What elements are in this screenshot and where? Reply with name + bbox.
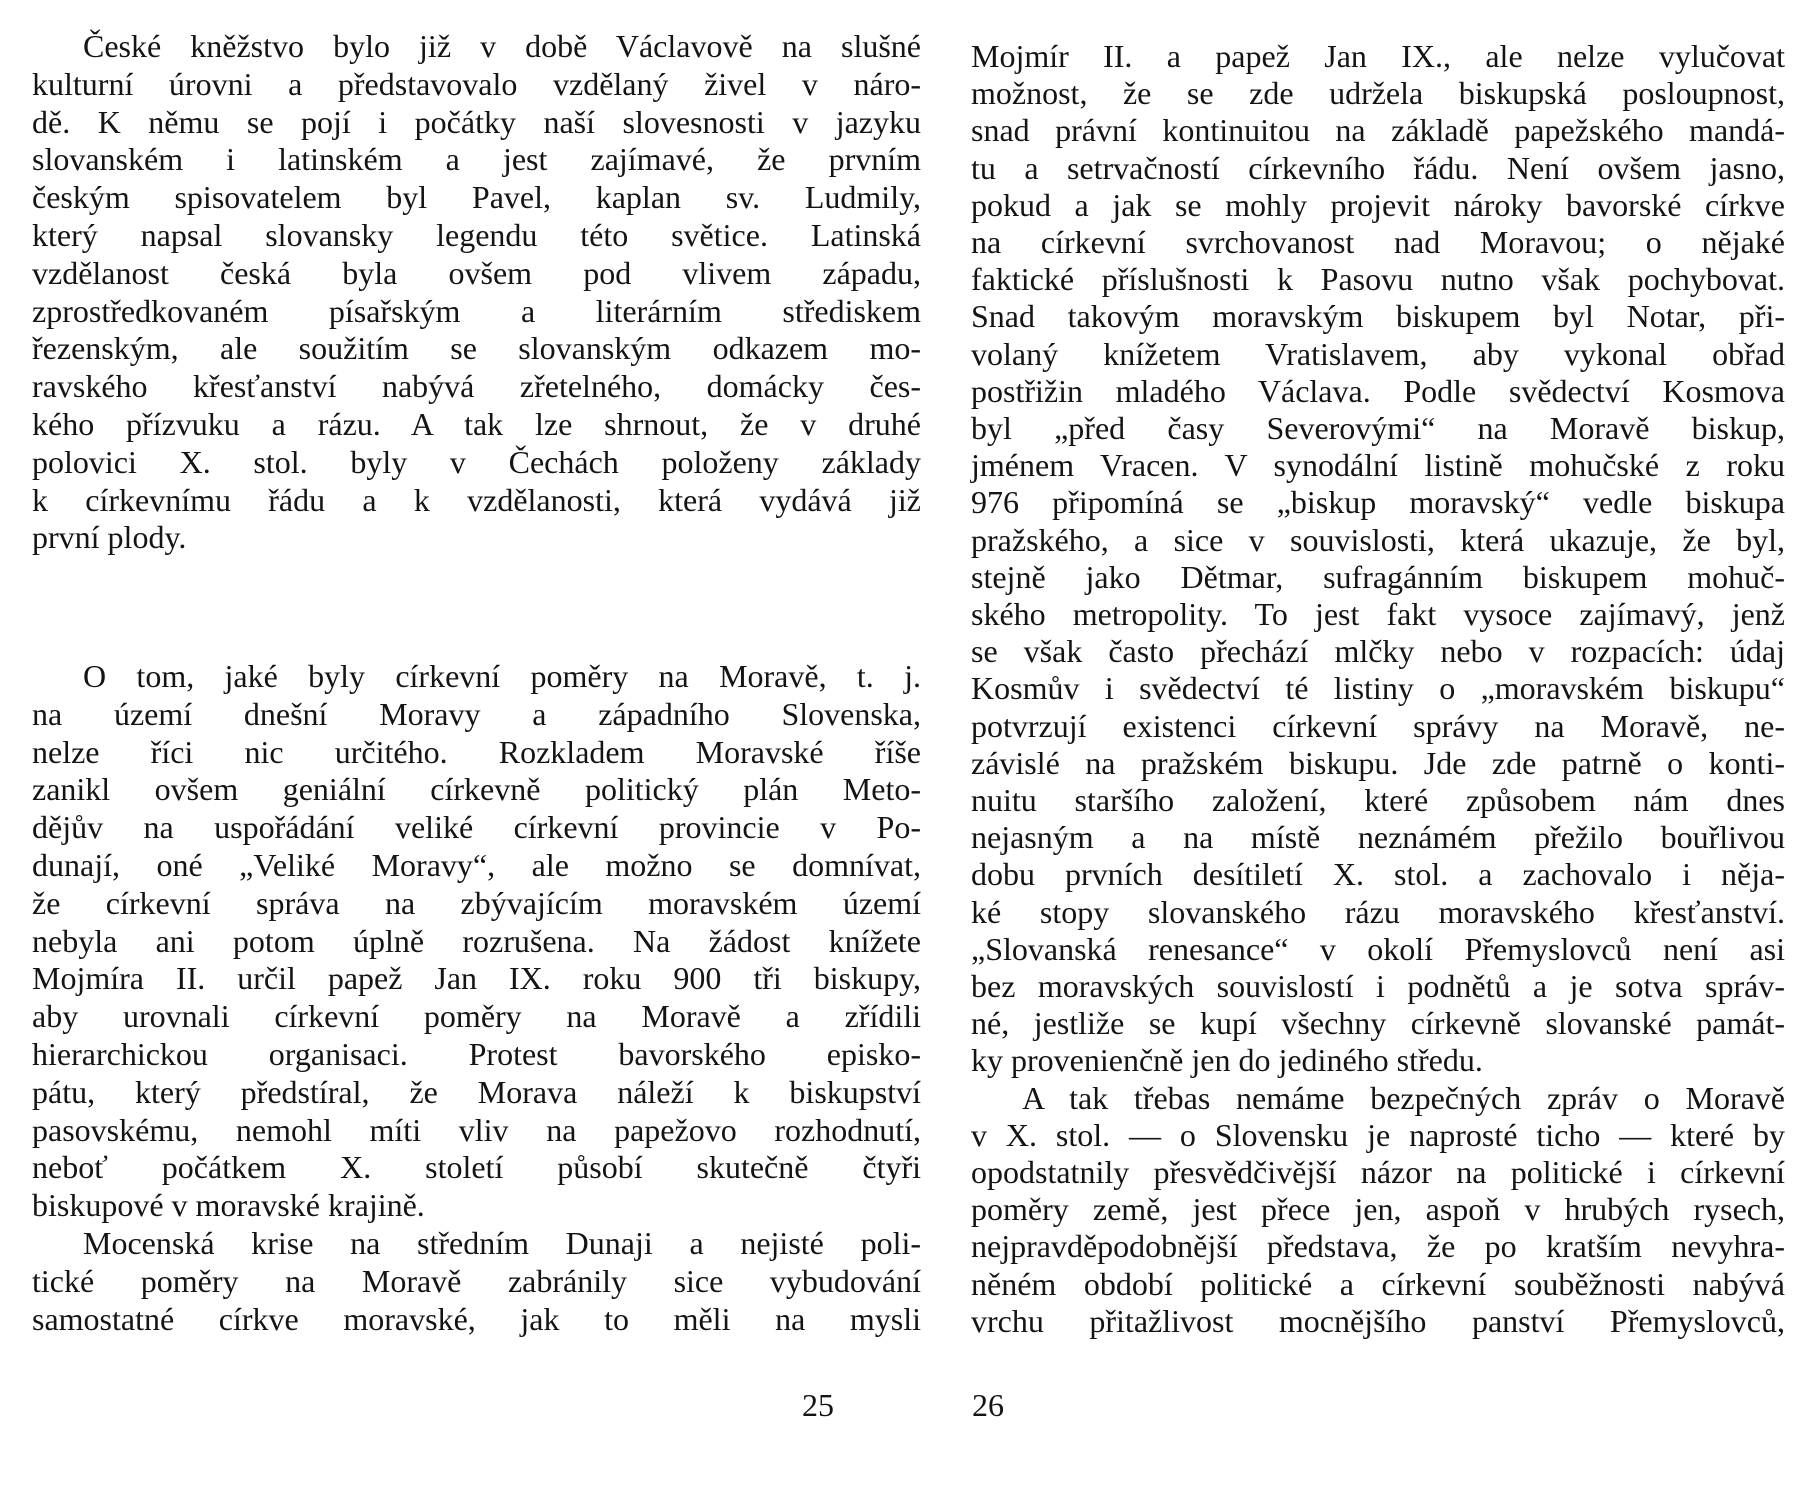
text-line: se však často přechází mlčky nebo v rozpacích: údaj: [971, 633, 1785, 670]
text-line: samostatné církve moravské, jak to měli na mysli: [32, 1300, 921, 1337]
page-number-25: 25: [802, 1387, 834, 1423]
text-line: ky provenienčně jen do jediného středu.: [971, 1042, 1483, 1079]
text-line: aby urovnali církevní poměry na Moravě a zřídili: [32, 998, 921, 1035]
text-line: kulturní úrovni a představovalo vzdělaný živel v náro-: [32, 65, 921, 102]
text-line: možnost, že se zde udržela biskupská posloupnost,: [971, 75, 1785, 112]
text-line: nuitu staršího založení, které způsobem nám dnes: [971, 782, 1785, 818]
text-line: Mojmír II. a papež Jan IX., ale nelze vylučovat: [971, 38, 1785, 74]
text-line: slovanském i latinském a jest zajímavé, že prvním: [32, 141, 921, 178]
text-line: vzdělanost česká byla ovšem pod vlivem západu,: [32, 254, 921, 291]
text-line: dě. K němu se pojí i počátky naší slovesnosti v jazyku: [32, 103, 921, 140]
text-line: ké stopy slovanského rázu moravského křesťanství.: [971, 893, 1785, 930]
text-line: dějův na uspořádání veliké církevní provincie v Po-: [32, 809, 921, 846]
page-25: [32, 0, 921, 1500]
text-line: na církevní svrchovanost nad Moravou; o nějaké: [971, 224, 1785, 260]
text-line: A tak třebas nemáme bezpečných zpráv o Moravě: [1022, 1079, 1785, 1116]
text-line: volaný knížetem Vratislavem, aby vykonal obřad: [971, 335, 1785, 372]
text-line: Mojmíra II. určil papež Jan IX. roku 900 tři biskupy,: [32, 960, 921, 997]
text-line: České kněžstvo bylo již v době Václavově na slušné: [83, 28, 921, 64]
text-line: jménem Vracen. V synodální listině mohučské z roku: [971, 447, 1785, 484]
text-line: pražského, a sice v souvislosti, která ukazuje, že byl,: [971, 521, 1785, 558]
text-line: opodstatnily přesvědčivější názor na politické i církevní: [971, 1154, 1785, 1190]
text-line: neboť počátkem X. století působí skutečně čtyři: [32, 1149, 921, 1186]
text-line: něném období politické a církevní souběžnosti nabývá: [971, 1265, 1785, 1302]
text-line: pokud a jak se mohly projevit nároky bavorské církve: [971, 186, 1785, 223]
text-line: pasovskému, nemohl míti vliv na papežovo rozhodnutí,: [32, 1111, 921, 1148]
text-line: stejně jako Dětmar, sufragánním biskupem mohuč-: [971, 558, 1785, 595]
text-line: né, jestliže se kupí všechny církevně slovanské památ-: [971, 1005, 1785, 1042]
text-line: ravského křesťanství nabývá zřetelného, domácky čes-: [32, 368, 921, 405]
text-line: pátu, který předstíral, že Morava náleží k biskupství: [32, 1073, 921, 1110]
text-line: kého přízvuku a rázu. A tak lze shrnout, že v druhé: [32, 406, 921, 442]
text-line: první plody.: [32, 519, 187, 556]
text-line: v X. stol. — o Slovensku je naprosté ticho — které by: [971, 1116, 1785, 1153]
text-line: 976 připomíná se „biskup moravský“ vedle biskupa: [971, 484, 1785, 521]
text-line: závislé na pražském biskupu. Jde zde patrně o konti-: [971, 744, 1785, 781]
text-line: nejasným a na místě neznámém přežilo bouřlivou: [971, 819, 1785, 856]
text-line: tu a setrvačností církevního řádu. Není ovšem jasno,: [971, 149, 1785, 186]
text-line: českým spisovatelem byl Pavel, kaplan sv. Ludmily,: [32, 179, 921, 216]
text-line: na území dnešní Moravy a západního Slovenska,: [32, 695, 921, 732]
text-line: vrchu přitažlivost mocnějšího panství Přemyslovců,: [971, 1302, 1785, 1339]
text-line: který napsal slovansky legendu této světice. Latinská: [32, 217, 921, 253]
text-line: byl „před časy Severovými“ na Moravě biskup,: [971, 410, 1785, 446]
text-line: tické poměry na Moravě zabránily sice vybudování: [32, 1262, 921, 1299]
text-line: dunají, oné „Veliké Moravy“, ale možno se domnívat,: [32, 847, 921, 883]
text-line: bez moravských souvislostí i podnětů a je sotva správ-: [971, 968, 1785, 1004]
text-line: nebyla ani potom úplně rozrušena. Na žádost knížete: [32, 922, 921, 959]
text-line: potvrzují existenci církevní správy na Moravě, ne-: [971, 707, 1785, 744]
text-line: postřižin mladého Václava. Podle svědectví Kosmova: [971, 372, 1785, 409]
text-line: nelze říci nic určitého. Rozkladem Moravské říše: [32, 733, 921, 770]
text-line: zanikl ovšem geniální církevně politický plán Meto-: [32, 771, 921, 808]
text-line: Mocenská krise na středním Dunaji a nejisté poli-: [83, 1225, 921, 1261]
text-line: faktické příslušnosti k Pasovu nutno však pochybovat.: [971, 261, 1785, 298]
text-line: biskupové v moravské krajině.: [32, 1187, 425, 1224]
page-26: [971, 0, 1785, 1500]
text-line: zprostředkovaném písařským a literárním střediskem: [32, 292, 921, 329]
text-line: Kosmův i svědectví té listiny o „moravském biskupu“: [971, 670, 1785, 707]
text-line: dobu prvních desítiletí X. stol. a zachovalo i něja-: [971, 856, 1785, 893]
text-line: „Slovanská renesance“ v okolí Přemyslovců není asi: [971, 930, 1785, 967]
text-line: řezenským, ale soužitím se slovanským odkazem mo-: [32, 330, 921, 367]
text-line: O tom, jaké byly církevní poměry na Moravě, t. j.: [83, 658, 921, 694]
text-line: že církevní správa na zbývajícím moravském území: [32, 884, 921, 921]
text-line: k církevnímu řádu a k vzdělanosti, která vydává již: [32, 481, 921, 518]
text-line: hierarchickou organisaci. Protest bavorského episko-: [32, 1036, 921, 1072]
text-line: poměry země, jest přece jen, aspoň v hrubých rysech,: [971, 1191, 1785, 1228]
text-line: Snad takovým moravským biskupem byl Notar, při-: [971, 298, 1785, 335]
text-line: polovici X. stol. byly v Čechách položeny základy: [32, 443, 921, 480]
page-number-26: 26: [972, 1387, 1004, 1423]
text-line: snad právní kontinuitou na základě papežského mandá-: [971, 112, 1785, 149]
text-line: ského metropolity. To jest fakt vysoce zajímavý, jenž: [971, 596, 1785, 632]
text-line: nejpravděpodobnější představa, že po kratším nevyhra-: [971, 1228, 1785, 1265]
